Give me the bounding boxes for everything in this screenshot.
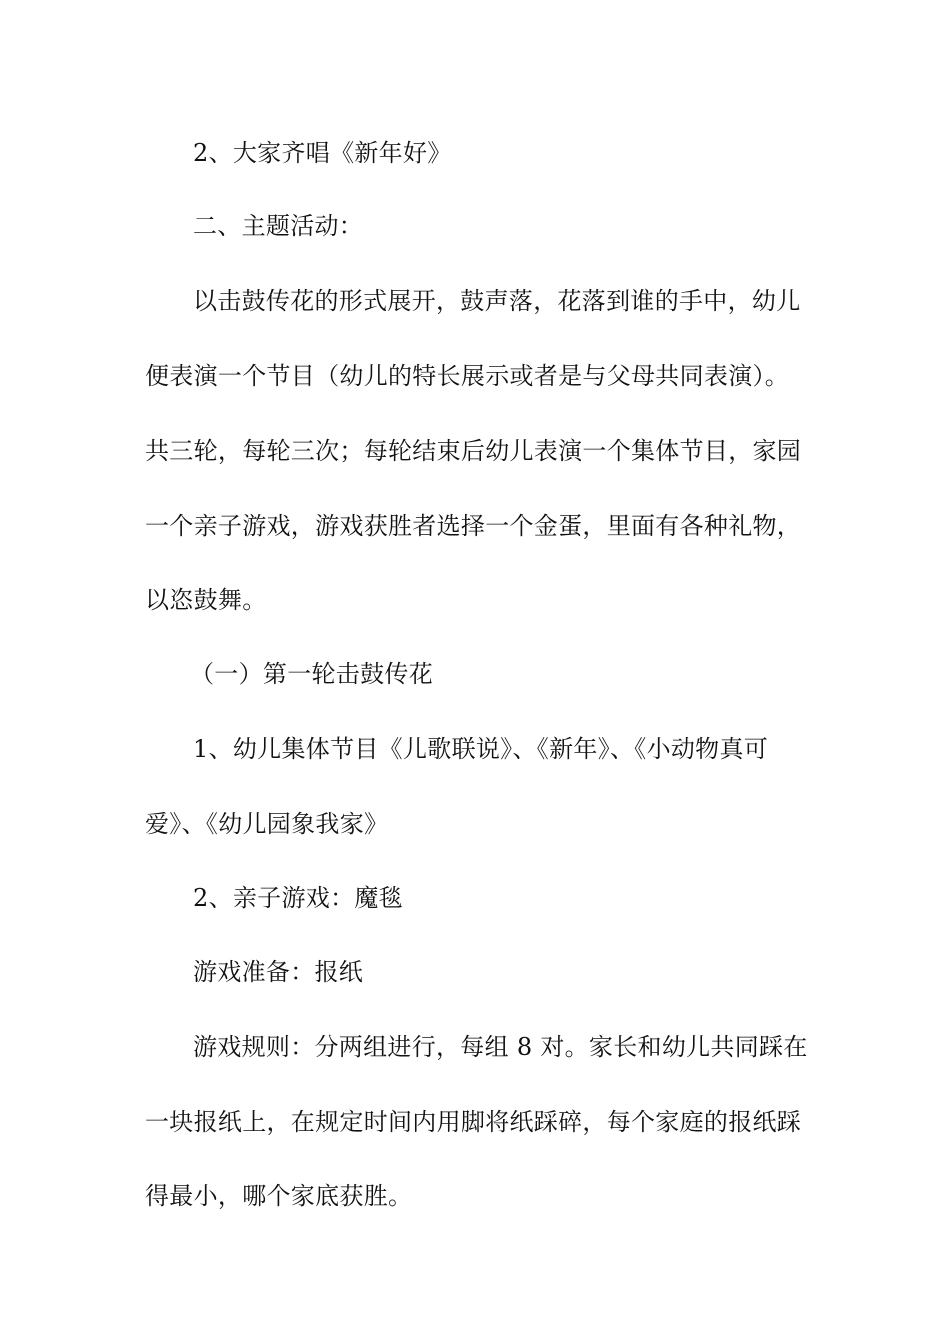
paragraph-line: 2、大家齐唱《新年好》: [193, 139, 452, 167]
paragraph-line: 共三轮，每轮三次；每轮结束后幼儿表演一个集体节目，家园: [145, 437, 802, 465]
paragraph-line: 一块报纸上，在规定时间内用脚将纸踩碎，每个家庭的报纸踩: [145, 1108, 802, 1136]
paragraph-line: 以击鼓传花的形式展开，鼓声落，花落到谁的手中，幼儿: [193, 287, 801, 315]
paragraph-line: 1、幼儿集体节目《儿歌联说》、《新年》、《小动物真可: [193, 735, 769, 763]
section-heading: 二、主题活动：: [193, 212, 364, 240]
paragraph-line: 得最小，哪个家底获胜。: [145, 1182, 413, 1210]
paragraph-line: 便表演一个节目（幼儿的特长展示或者是与父母共同表演）。: [145, 362, 790, 390]
paragraph-line: 2、亲子游戏：魔毯: [193, 884, 403, 912]
subsection-heading: （一）第一轮击鼓传花: [190, 660, 433, 688]
paragraph-line: 一个亲子游戏，游戏获胜者选择一个金蛋，里面有各种礼物，: [145, 512, 802, 540]
paragraph-line: 以恣鼓舞。: [145, 586, 267, 614]
paragraph-line: 游戏规则：分两组进行，每组 8 对。家长和幼儿共同踩在: [193, 1033, 808, 1061]
paragraph-line: 爱》、《幼儿园象我家》: [145, 810, 389, 838]
paragraph-line: 游戏准备：报纸: [193, 958, 364, 986]
